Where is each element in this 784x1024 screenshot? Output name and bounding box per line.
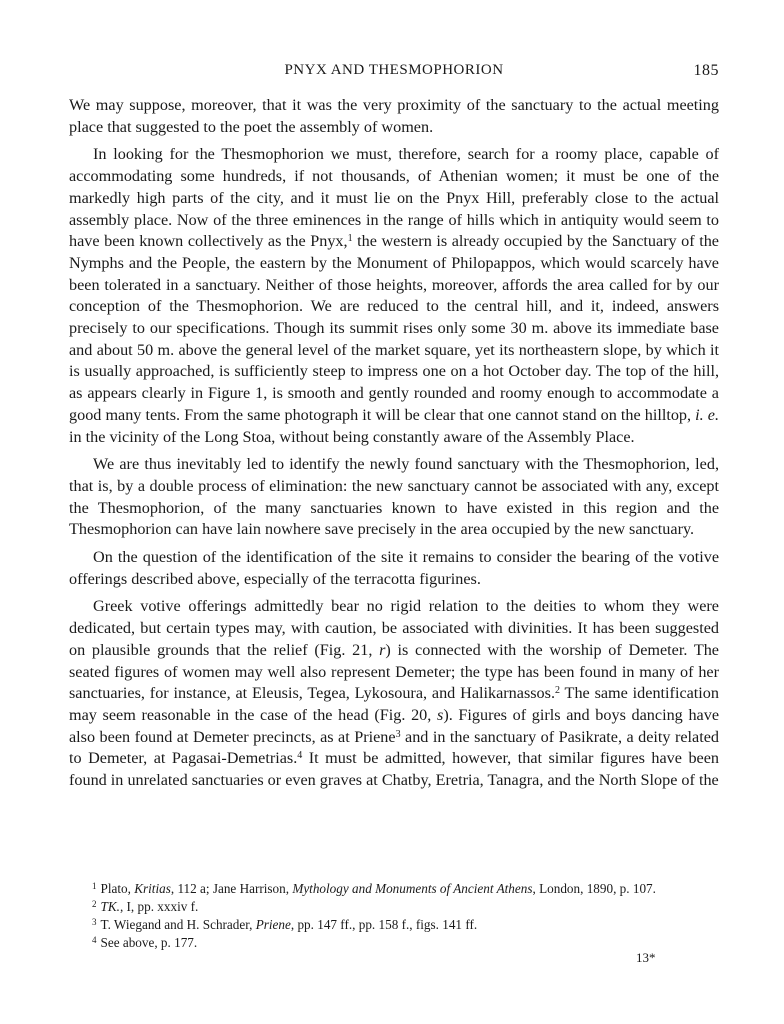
footnote-4 [92,934,722,952]
paragraph-4-text-d: The same identification may seem reasonable in the case of the head (Fig. 20, [69,684,719,724]
body-text [69,95,719,792]
footnote-3-text-c: , pp. 147 ff., pp. 158 f., figs. 141 ff. [290,917,478,932]
running-head [69,62,719,84]
paragraph-3-text: On the question of the identification of the site it remains to consider the bearing of the votive offerings described above, especially of the terracotta figurines. [69,548,719,588]
paragraph-4 [69,596,719,791]
footnote-2 [92,898,722,916]
paragraph-1-text-b: the western is already occupied by the Sanctuary of the Nymphs and the People, the eastern by the Monument of Philopappos, which would scarcely have been tolerated in a sanctuary. Neither of those heights, moreover, affords the area called for by our conception of the Thesmophorion. We are reduced to the central hill, and it, indeed, answers precisely to our specifications. Though its summit rises only some 30 m. above its immediate base and about 50 m. above the general level of the market square, yet its northeastern slope, by which it is usually approached, is sufficiently steep to impress one on a hot October day. The top of the hill, as appears clearly in Figure 1, is smooth and gently rounded and roomy enough to accommodate a good many tents. From the same photograph it will be clear that one cannot stand on the hilltop, [69,232,719,424]
footnote-2-tk: TK. [100,899,120,914]
note-ref-4: 4 [297,750,303,762]
note-ref-2: 2 [555,685,560,697]
paragraph-4-text-a: Greek votive offerings admittedly bear no rigid relation to the deities to whom they were dedicated, but certain types may, with caution, be associated with divinities. It has been suggested on plausible grounds that the relief (Fig. 21, [69,597,719,659]
paragraph-1-text-d: in the vicinity of the Long Stoa, without being constantly aware of the Assembly Place. [69,427,635,446]
footnote-1-text-a: Plato, [100,881,135,896]
paragraph-4-text-h: It must be admitted, however, that similar figures have been found in unrelated sanctuaries or even graves at Chatby, Eretria, Tanagra, and the North Slope of the [69,749,719,790]
paragraph-4-text-f: ). Figures of girls and boys dancing have also been found at Demeter precincts, as at Priene [69,705,720,746]
footnote-1-book-title: Mythology and Monuments of Ancient Athens [292,881,533,896]
paragraph-4-fig-r: r [379,640,386,659]
paragraph-4-fig-s: s [437,705,444,724]
paragraph-1-text-a: In looking for the Thesmophorion we must, therefore, search for a roomy place, capable of accommodating some hundreds, if not thousands, of Athenian women; it must be one of the markedly high parts of the city, and it must lie on the Pnyx Hill, preferably close to the actual assembly place. Now of the three eminences in the range of hills which in antiquity would seem to have been known collectively as the Pnyx, [69,145,719,251]
paragraph-2 [69,454,719,541]
note-ref-1: 1 [347,233,353,245]
footnote-1-kritias: Kritias [134,881,171,896]
footnote-1-mark: 1 [92,881,97,891]
paragraph-4-text-c: ) is connected with the worship of Demeter. The seated figures of women may well also represent Demeter; the type has been found in many of her sanctuaries, for instance, at Eleusis, Tegea, Lykosoura, and Halikarnassos. [69,640,719,703]
paragraph-4-text-g: and in the sanctuary of Pasikrate, a deity related to Demeter, at Pagasai-Demetrias. [69,727,719,768]
footnote-3 [92,916,722,934]
paragraph-1-ie: i. e. [695,405,719,424]
footnote-4-text: See above, p. 177. [100,935,198,950]
footnote-2-mark: 2 [92,899,97,909]
footnote-3-text-a: T. Wiegand and H. Schrader, [100,917,256,932]
footnote-1-text-e: , London, 1890, p. 107. [532,881,656,896]
footnote-2-text: , I, pp. xxxiv f. [119,899,199,914]
footnote-4-mark: 4 [92,935,97,945]
footnote-1 [92,880,722,898]
footnote-1-text-c: , 112 a; Jane Harrison, [170,881,293,896]
paragraph-3 [69,547,719,590]
paragraph-2-text: We are thus inevitably led to identify the newly found sanctuary with the Thesmophorion, led, that is, by a double process of elimination: the new sanctuary cannot be associated with any, except the Thesmophorion, of the many sanctuaries known to have existed in this region and the Thesmophorion can have lain nowhere save precisely in the area occupied by the new sanctuary. [69,455,719,539]
footnotes [92,880,722,952]
paragraph-0 [69,95,719,138]
footnote-3-priene: Priene [255,917,291,932]
running-title: PNYX AND THESMOPHORION [284,62,504,78]
note-ref-3: 3 [395,728,401,740]
signature-mark: 13* [636,950,656,965]
paragraph-0-text: We may suppose, moreover, that it was the very proximity of the sanctuary to the actual meeting place that suggested to the poet the assembly of women. [69,96,719,136]
page-number: 185 [693,62,719,79]
paragraph-1 [69,144,719,448]
footnote-3-mark: 3 [92,917,97,927]
